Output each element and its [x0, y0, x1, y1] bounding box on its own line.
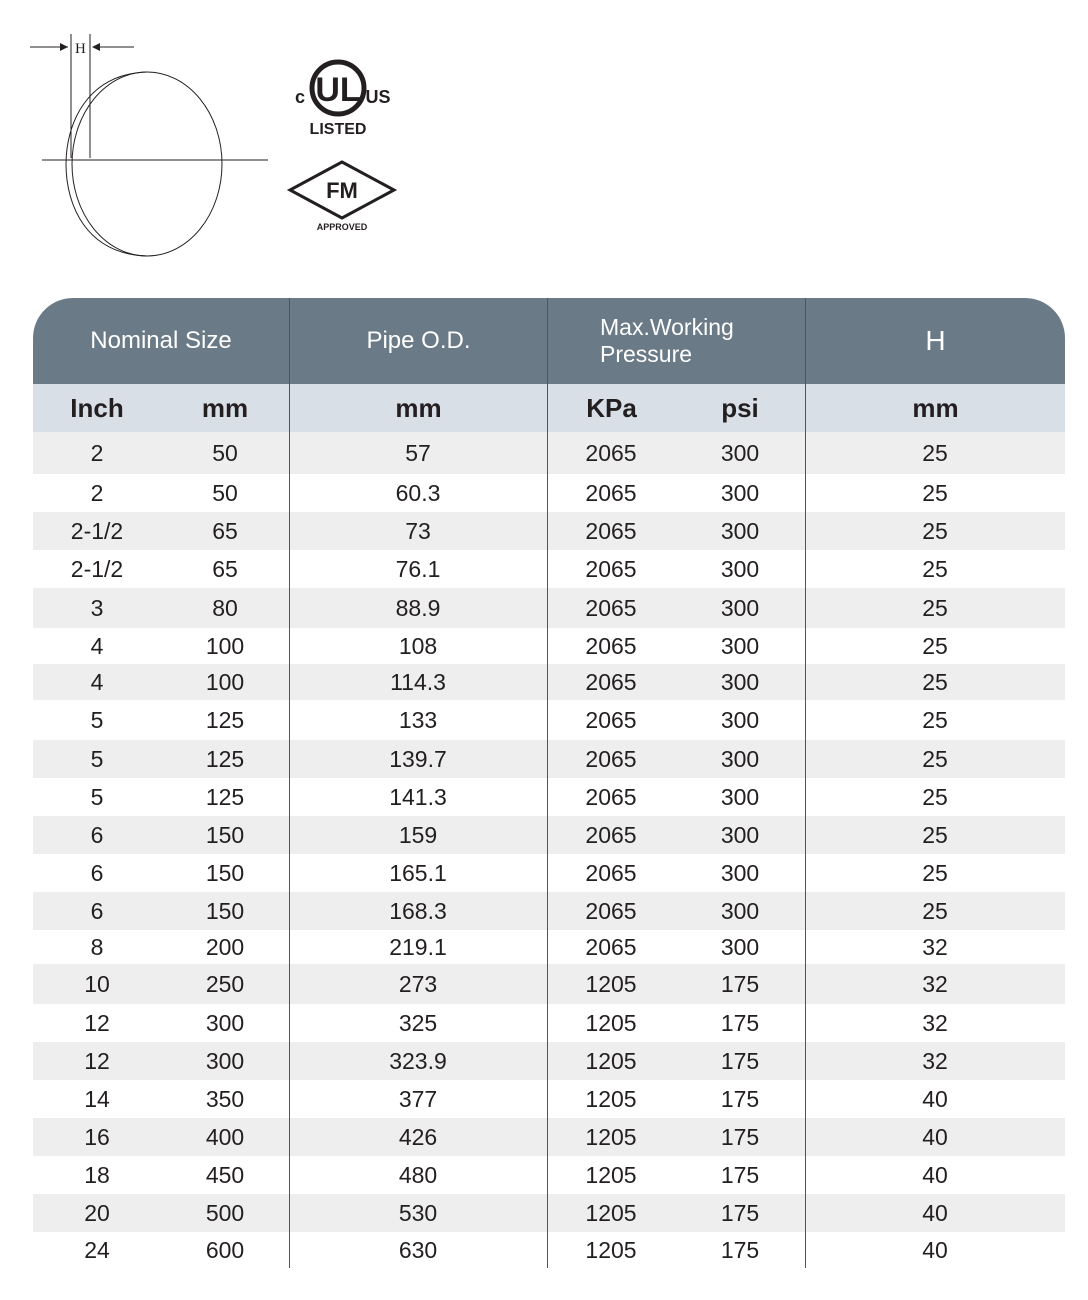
cell-psi: 300 [720, 594, 760, 621]
table-subheader [33, 384, 1065, 432]
cell-kpa: 2065 [585, 479, 637, 506]
cell-mm: 65 [212, 517, 238, 544]
cell-kpa: 2065 [585, 859, 637, 886]
ul-c-mark: c [294, 87, 306, 107]
table-row [33, 892, 1065, 930]
fm-approved-text: APPROVED [316, 222, 368, 232]
cell-h: 25 [922, 632, 948, 659]
subheader-kpa: KPa [547, 384, 675, 432]
cell-psi: 300 [720, 897, 760, 924]
cell-h: 40 [922, 1161, 948, 1188]
cell-mm: 300 [205, 1009, 245, 1036]
fm-mark: FM [326, 178, 358, 203]
table-row [33, 628, 1065, 664]
column-divider [547, 432, 548, 1268]
cell-h: 32 [922, 970, 948, 997]
subheader-mm-od: mm [289, 384, 547, 432]
cell-kpa: 2065 [585, 632, 637, 659]
cell-psi: 175 [720, 1123, 760, 1150]
cell-inch: 12 [84, 1009, 110, 1036]
cell-kpa: 1205 [585, 1236, 637, 1263]
table-row [33, 1042, 1065, 1080]
end-cap-diagram [28, 30, 278, 262]
cell-psi: 300 [720, 706, 760, 733]
cell-mm: 125 [205, 706, 245, 733]
cell-kpa: 2065 [585, 897, 637, 924]
table-row [33, 588, 1065, 628]
cell-h: 25 [922, 745, 948, 772]
header-h: H [805, 298, 1065, 384]
cell-h: 25 [922, 668, 948, 695]
cell-inch: 5 [90, 706, 104, 733]
cell-mm: 150 [205, 821, 245, 848]
table-row [33, 964, 1065, 1004]
cell-inch: 2-1/2 [70, 517, 124, 544]
cell-mm: 100 [205, 632, 245, 659]
cell-inch: 2-1/2 [70, 555, 124, 582]
cell-kpa: 2065 [585, 745, 637, 772]
cell-inch: 2 [90, 479, 104, 506]
cell-pipe-od: 73 [405, 517, 431, 544]
table-row [33, 1156, 1065, 1194]
cell-mm: 125 [205, 783, 245, 810]
table-row [33, 740, 1065, 778]
cell-mm: 80 [212, 594, 238, 621]
cell-pipe-od: 426 [398, 1123, 438, 1150]
subheader-inch: Inch [70, 392, 124, 423]
cell-pipe-od: 325 [398, 1009, 438, 1036]
cell-pipe-od: 165.1 [389, 859, 447, 886]
cell-pipe-od: 108 [398, 632, 438, 659]
cell-psi: 175 [720, 1009, 760, 1036]
cell-psi: 175 [720, 1236, 760, 1263]
cell-pipe-od: 323.9 [389, 1047, 447, 1074]
ul-mark: UL [315, 71, 361, 109]
ul-listed-text: LISTED [309, 121, 367, 138]
cell-inch: 24 [84, 1236, 110, 1263]
cell-h: 25 [922, 821, 948, 848]
cell-mm: 150 [205, 897, 245, 924]
table-row [33, 1232, 1065, 1268]
cell-psi: 300 [720, 479, 760, 506]
cell-kpa: 2065 [585, 933, 637, 960]
cell-kpa: 1205 [585, 1123, 637, 1150]
cell-h: 25 [922, 706, 948, 733]
table-row [33, 512, 1065, 550]
cell-psi: 175 [720, 1161, 760, 1188]
cell-inch: 4 [90, 632, 104, 659]
cell-inch: 5 [90, 745, 104, 772]
table-row [33, 930, 1065, 964]
column-divider [289, 432, 290, 1268]
cell-h: 25 [922, 897, 948, 924]
cell-kpa: 1205 [585, 1009, 637, 1036]
cap-rim [66, 72, 147, 256]
cell-inch: 6 [90, 897, 104, 924]
cell-psi: 175 [720, 1199, 760, 1226]
specification-table [33, 298, 1065, 1268]
subheader-mm-nominal: mm [201, 392, 249, 423]
cell-h: 25 [922, 517, 948, 544]
cell-pipe-od: 139.7 [389, 745, 447, 772]
cell-inch: 20 [84, 1199, 110, 1226]
cell-h: 25 [922, 859, 948, 886]
header-pipe-od: Pipe O.D. [289, 298, 547, 384]
cell-mm: 65 [212, 555, 238, 582]
cell-psi: 300 [720, 668, 760, 695]
column-divider [805, 432, 806, 1268]
cell-inch: 2 [90, 439, 104, 466]
subheader-psi: psi [721, 392, 759, 423]
cell-mm: 50 [212, 439, 238, 466]
fm-approved-logo [286, 160, 398, 234]
cell-psi: 300 [720, 821, 760, 848]
cell-mm: 250 [205, 970, 245, 997]
table-body [33, 432, 1065, 1268]
table-row [33, 778, 1065, 816]
header-max-working-pressure [547, 298, 805, 384]
cell-kpa: 2065 [585, 517, 637, 544]
cap-front-face [72, 72, 222, 256]
cell-pipe-od: 377 [398, 1085, 438, 1112]
cell-inch: 4 [90, 668, 104, 695]
cell-h: 40 [922, 1123, 948, 1150]
cell-inch: 8 [90, 933, 104, 960]
table-row [33, 1118, 1065, 1156]
cell-psi: 300 [720, 555, 760, 582]
cell-kpa: 1205 [585, 970, 637, 997]
cell-psi: 300 [720, 859, 760, 886]
cell-mm: 350 [205, 1085, 245, 1112]
table-row [33, 664, 1065, 700]
cell-h: 25 [922, 439, 948, 466]
cell-h: 25 [922, 783, 948, 810]
cell-pipe-od: 168.3 [389, 897, 447, 924]
cell-psi: 300 [720, 783, 760, 810]
cell-mm: 200 [205, 933, 245, 960]
cell-pipe-od: 114.3 [390, 668, 446, 695]
cell-h: 40 [922, 1236, 948, 1263]
cell-pipe-od: 60.3 [395, 479, 441, 506]
cell-psi: 300 [720, 933, 760, 960]
cell-kpa: 1205 [585, 1199, 637, 1226]
table-row [33, 700, 1065, 740]
cell-pipe-od: 141.3 [389, 783, 447, 810]
cell-pipe-od: 273 [398, 970, 438, 997]
cell-kpa: 2065 [585, 706, 637, 733]
cell-inch: 12 [84, 1047, 110, 1074]
cell-pipe-od: 159 [398, 821, 438, 848]
cell-psi: 175 [720, 970, 760, 997]
cell-kpa: 2065 [585, 439, 637, 466]
cell-pipe-od: 630 [398, 1236, 438, 1263]
cell-kpa: 1205 [585, 1047, 637, 1074]
table-row [33, 1080, 1065, 1118]
cell-h: 40 [922, 1085, 948, 1112]
cell-h: 25 [922, 594, 948, 621]
table-row [33, 854, 1065, 892]
cell-mm: 300 [205, 1047, 245, 1074]
cell-mm: 50 [212, 479, 238, 506]
cell-mm: 125 [205, 745, 245, 772]
cell-inch: 6 [90, 821, 104, 848]
cell-pipe-od: 76.1 [395, 555, 441, 582]
cell-h: 32 [922, 1047, 948, 1074]
cell-mm: 100 [205, 668, 245, 695]
table-row [33, 1004, 1065, 1042]
cell-mm: 600 [205, 1236, 245, 1263]
table-row [33, 816, 1065, 854]
cell-h: 25 [922, 555, 948, 582]
cell-pipe-od: 88.9 [395, 594, 441, 621]
cell-inch: 18 [84, 1161, 110, 1188]
cell-inch: 16 [84, 1123, 110, 1150]
cell-kpa: 2065 [585, 783, 637, 810]
table-row [33, 550, 1065, 588]
cell-mm: 500 [205, 1199, 245, 1226]
table-row [33, 1194, 1065, 1232]
ul-listed-logo [290, 56, 394, 140]
ul-us-mark: US [365, 87, 391, 107]
header-mwp-line2: Pressure [600, 341, 693, 367]
cell-psi: 300 [720, 745, 760, 772]
cell-h: 40 [922, 1199, 948, 1226]
table-header [33, 298, 1065, 384]
cell-psi: 300 [720, 439, 760, 466]
cell-psi: 175 [720, 1047, 760, 1074]
table-row [33, 474, 1065, 512]
cell-inch: 10 [84, 970, 110, 997]
cell-mm: 150 [205, 859, 245, 886]
cell-inch: 14 [84, 1085, 110, 1112]
subheader-mm-h: mm [805, 384, 1065, 432]
cell-psi: 300 [720, 517, 760, 544]
cell-kpa: 2065 [585, 555, 637, 582]
dimension-label: H [75, 41, 86, 57]
header-nominal-size: Nominal Size [90, 327, 232, 354]
cell-psi: 300 [720, 632, 760, 659]
cell-pipe-od: 57 [405, 439, 431, 466]
cell-mm: 400 [205, 1123, 245, 1150]
cell-psi: 175 [720, 1085, 760, 1112]
cell-inch: 5 [90, 783, 104, 810]
cell-pipe-od: 480 [398, 1161, 438, 1188]
cell-pipe-od: 219.1 [389, 933, 447, 960]
cell-kpa: 2065 [585, 594, 637, 621]
table-row [33, 432, 1065, 474]
header-mwp-line1: Max.Working [600, 314, 734, 340]
cell-pipe-od: 530 [398, 1199, 438, 1226]
cell-kpa: 2065 [585, 668, 637, 695]
cell-kpa: 2065 [585, 821, 637, 848]
cell-mm: 450 [205, 1161, 245, 1188]
cell-h: 25 [922, 479, 948, 506]
cell-h: 32 [922, 1009, 948, 1036]
cell-inch: 3 [90, 594, 104, 621]
cell-inch: 6 [90, 859, 104, 886]
cell-h: 32 [922, 933, 948, 960]
cell-kpa: 1205 [585, 1161, 637, 1188]
cell-pipe-od: 133 [398, 706, 438, 733]
cell-kpa: 1205 [585, 1085, 637, 1112]
